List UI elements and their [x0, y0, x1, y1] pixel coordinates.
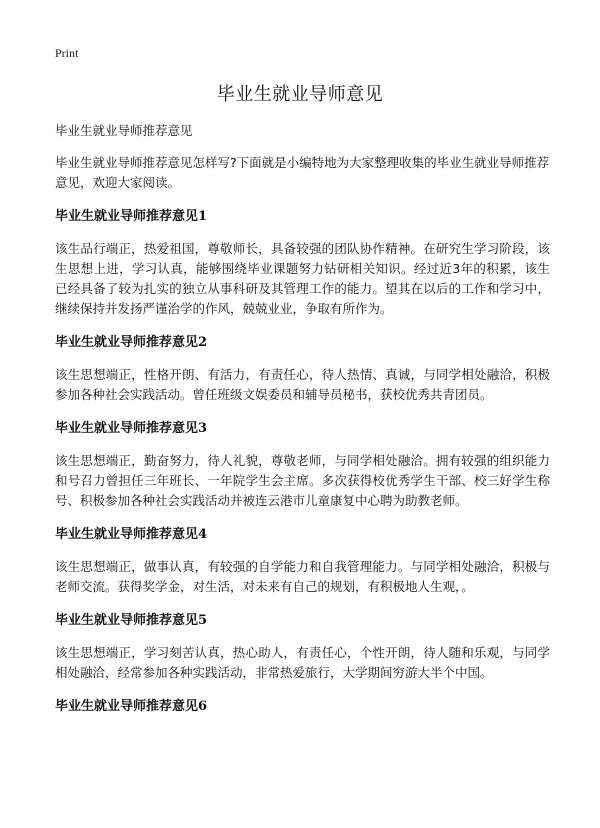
page-title: 毕业生就业导师意见: [216, 84, 384, 105]
print-link[interactable]: Print: [55, 46, 79, 60]
intro-paragraph: 毕业生就业导师推荐意见怎样写?下面就是小编特地为大家整理收集的毕业生就业导师推荐意见，欢迎大家阅读。: [55, 155, 550, 190]
document-content: [55, 121, 550, 729]
section-body: 该生思想端正，勤奋努力，待人礼貌，尊敬老师，与同学相处融洽。拥有较强的组织能力和号召力曾担任三年班长、一年院学生会主席。多次获得校优秀学生干部、校三好学生称号、积极参加各种社会实践活动并被连云港市儿童康复中心聘为助教老师。: [55, 453, 550, 508]
section-heading: 毕业生就业导师推荐意见6: [55, 699, 208, 714]
section-1: [55, 208, 550, 319]
section-body: 该生思想端正，学习刻苦认真，热心助人，有责任心，个性开朗，待人随和乐观，与同学相处融洽，经常参加各种实践活动，非常热爱旅行，大学期间穷游大半个中国。: [55, 645, 550, 680]
section-3: [55, 420, 550, 511]
document-subtitle: 毕业生就业导师推荐意见: [55, 123, 193, 138]
section-6: [55, 698, 550, 716]
section-body: 该生思想端正，做事认真，有较强的自学能力和自我管理能力。与同学相处融洽，积极与老师交流。获得奖学金，对生活，对未来有自己的规划，有积极地人生观，。: [55, 559, 550, 594]
section-body: 该生品行端正，热爱祖国，尊敬师长，具备较强的团队协作精神。在研究生学习阶段，该生思想上进，学习认真，能够围绕毕业课题努力钻研相关知识。经过近3年的积累，该生已经具备了较为扎实的独立从事科研及其管理工作的能力。望其在以后的工作和学习中，继续保持并发扬严谨治学的作风，兢兢业业，争取有所作为。: [55, 241, 550, 316]
section-heading: 毕业生就业导师推荐意见1: [55, 209, 208, 224]
section-5: [55, 612, 550, 683]
section-heading: 毕业生就业导师推荐意见5: [55, 613, 208, 628]
section-heading: 毕业生就业导师推荐意见4: [55, 527, 208, 542]
section-2: [55, 334, 550, 405]
section-heading: 毕业生就业导师推荐意见3: [55, 421, 208, 436]
section-4: [55, 526, 550, 597]
section-heading: 毕业生就业导师推荐意见2: [55, 335, 208, 350]
section-body: 该生思想端正，性格开朗、有活力，有责任心，待人热情、真诚，与同学相处融洽，积极参加各种社会实践活动。曾任班级文娱委员和辅导员秘书，获校优秀共青团员。: [55, 367, 550, 402]
